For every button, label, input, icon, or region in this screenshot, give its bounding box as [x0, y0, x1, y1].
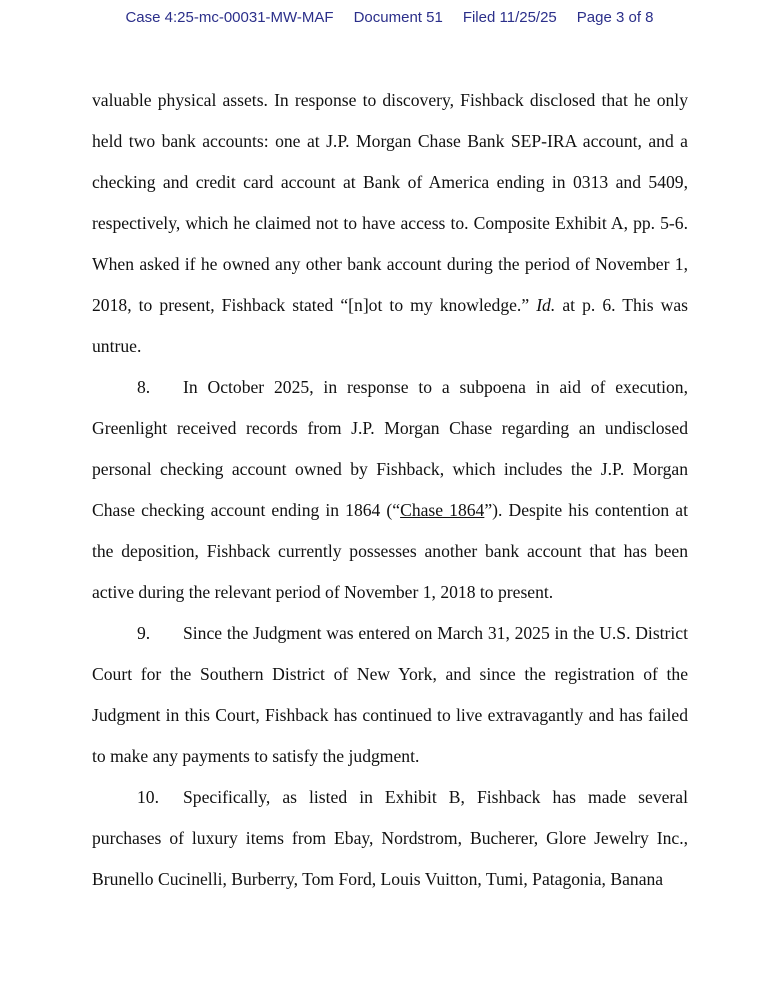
case-number: Case 4:25-mc-00031-MW-MAF	[125, 9, 334, 26]
page-indicator: Page 3 of 8	[576, 9, 654, 26]
paragraph-7-continued: valuable physical assets. In response to discovery, Fishback disclosed that he only held two bank accounts: one at J.P. Morgan Chase Bank SEP-IRA account, and a checking and credit card account at Bank of America ending in 0313 and 5409, respectively, which he claimed not to have access to. Composite Exhibit A, pp. 5-6. When asked if he owned any other bank account during the period of November 1, 2018, to present, Fishback stated “[n]ot to my knowledge.” Id. at p. 6. This was untrue.	[92, 90, 688, 356]
paragraph-number: 8.	[137, 377, 151, 397]
document-body	[92, 80, 688, 900]
paragraph-number: 9.	[137, 623, 151, 643]
paragraph-10: 10. Specifically, as listed in Exhibit B, Fishback has made several purchases of luxury items from Ebay, Nordstrom, Bucherer, Glore Jewelry Inc., Brunello Cucinelli, Burberry, Tom Ford, Louis Vuitton, Tumi, Patagonia, Banana	[92, 777, 688, 900]
filed-date: Filed 11/25/25	[462, 9, 557, 26]
paragraph-8: 8. In October 2025, in response to a subpoena in aid of execution, Greenlight received records from J.P. Morgan Chase regarding an undisclosed personal checking account owned by Fishback, which includes the J.P. Morgan Chase checking account ending in 1864 (“Chase 1864”). Despite his contention at the deposition, Fishback currently possesses another bank account that has been active during the relevant period of November 1, 2018 to present.	[92, 367, 688, 613]
paragraph-number: 10.	[137, 787, 159, 807]
defined-term-chase-1864: Chase 1864	[400, 500, 485, 520]
citation-id: Id.	[536, 295, 556, 315]
document-number: Document 51	[353, 9, 443, 26]
document-header	[0, 9, 779, 26]
paragraph-9: 9. Since the Judgment was entered on March 31, 2025 in the U.S. District Court for the Southern District of New York, and since the registration of the Judgment in this Court, Fishback has continued to live extravagantly and has failed to make any payments to satisfy the judgment.	[92, 613, 688, 777]
